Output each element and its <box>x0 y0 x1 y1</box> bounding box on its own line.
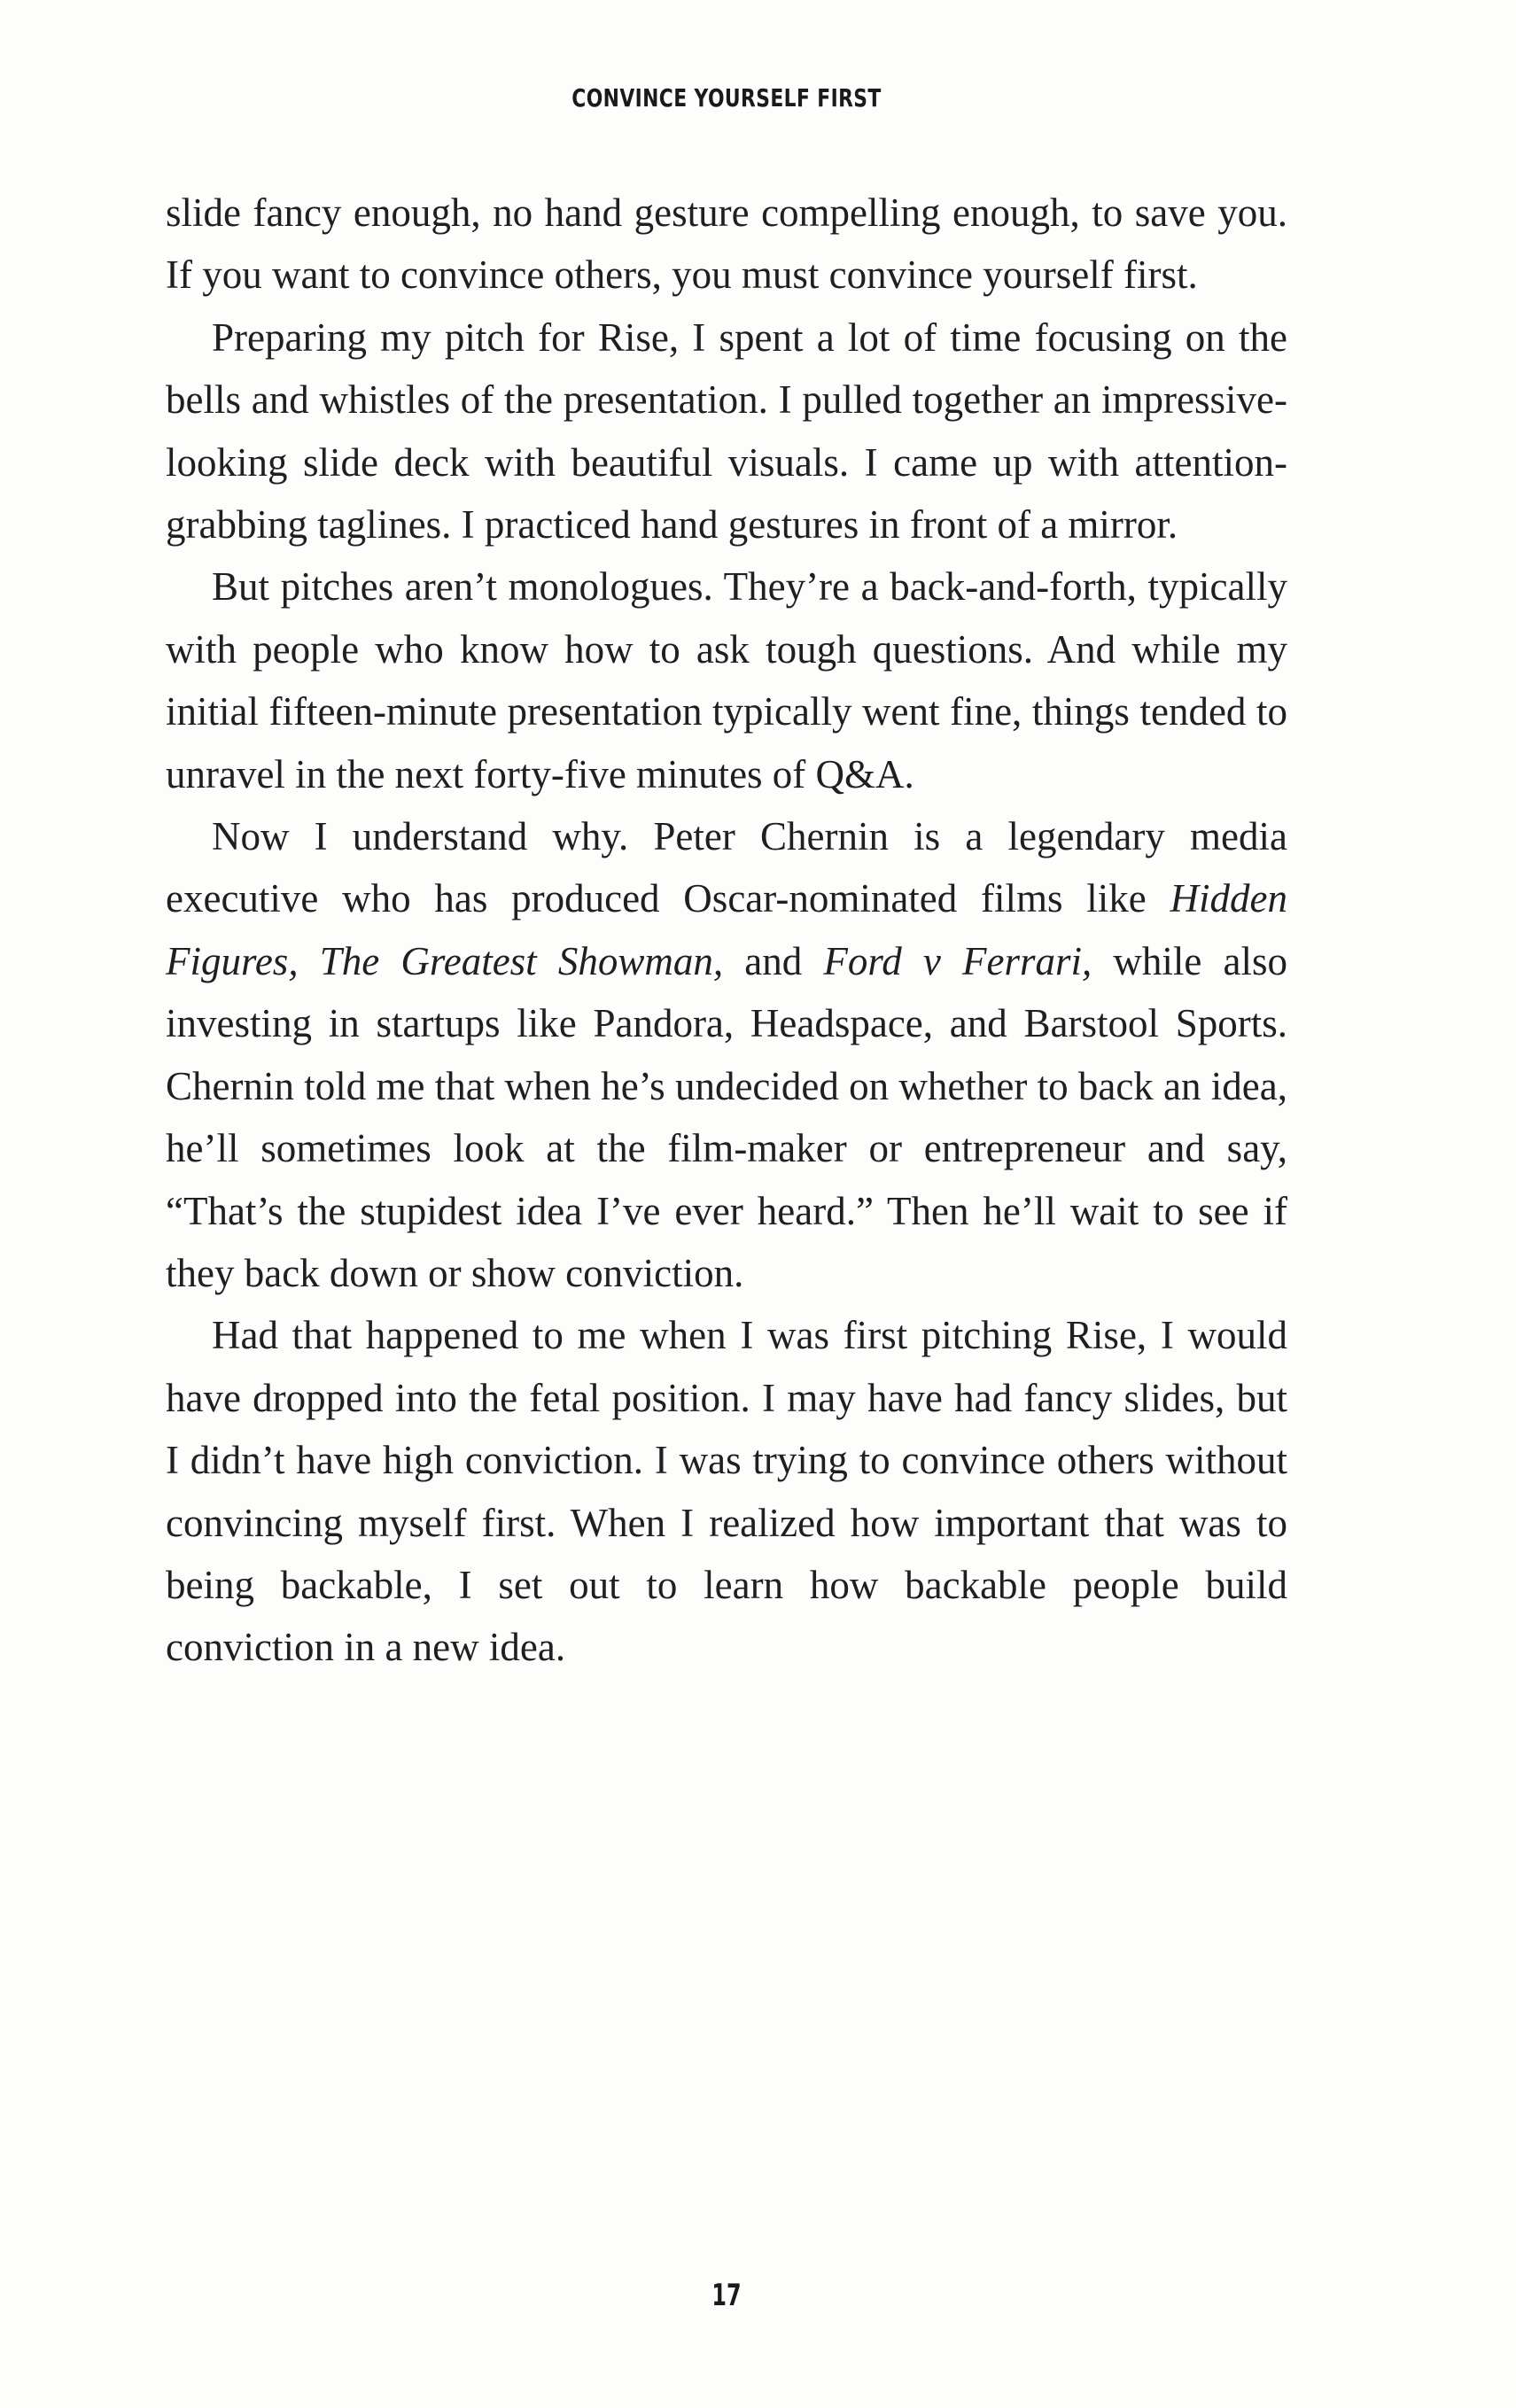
film-title-hidden-figures: Hidden Figures, <box>166 876 1287 983</box>
film-title-ford-v-ferrari: Ford v Ferrari, <box>823 938 1092 983</box>
paragraph-2: Preparing my pitch for Rise, I spent a lot of time focusing on the bells and whistles of the presentation. I pulled together an impressive-looking slide deck with beautiful visuals. I came up with attention-grabbing taglines. I practiced hand gestures in front of a mirror. <box>166 315 1287 548</box>
paragraph-3: But pitches aren’t monologues. They’re a back-and-forth, typically with people who know how to ask tough questions. And while my initial fifteen-minute presentation typically went fine, things tended to unravel in the next forty-five minutes of Q&A. <box>166 564 1287 796</box>
paragraph-4-sep-2: and <box>723 938 824 983</box>
running-head: CONVINCE YOURSELF FIRST <box>571 83 882 113</box>
paragraph-1: slide fancy enough, no hand gesture compelling enough, to save you. If you want to convince others, you must convince yourself first. <box>166 190 1287 298</box>
paragraph-5: Had that happened to me when I was first pitching Rise, I would have dropped into the fetal position. I may have had fancy slides, but I didn’t have high conviction. I was trying to convince others without convincing myself first. When I realized how important that was to being backable, I set out to learn how backable people build conviction in a new idea. <box>166 1313 1287 1670</box>
page-number: 17 <box>711 2278 742 2313</box>
paragraph-4-rest: while also investing in startups like Pandora, Headspace, and Barstool Sports. Chernin told me that when he’s undecided on whether to back an idea, he’ll sometimes look at the film-maker or entrepreneur and say, “That’s the stupidest idea I’ve ever heard.” Then he’ll wait to see if they back down or show conviction. <box>166 938 1288 1295</box>
paragraph-4-intro: Now I understand why. Peter Chernin is a legendary media executive who has produced Oscar-nominated films like <box>166 814 1287 921</box>
paragraph-4-sep-1 <box>299 939 320 983</box>
paragraph-4 <box>166 805 1287 1304</box>
film-title-greatest-showman: The Greatest Showman, <box>319 938 724 983</box>
body-text <box>166 182 1287 1679</box>
